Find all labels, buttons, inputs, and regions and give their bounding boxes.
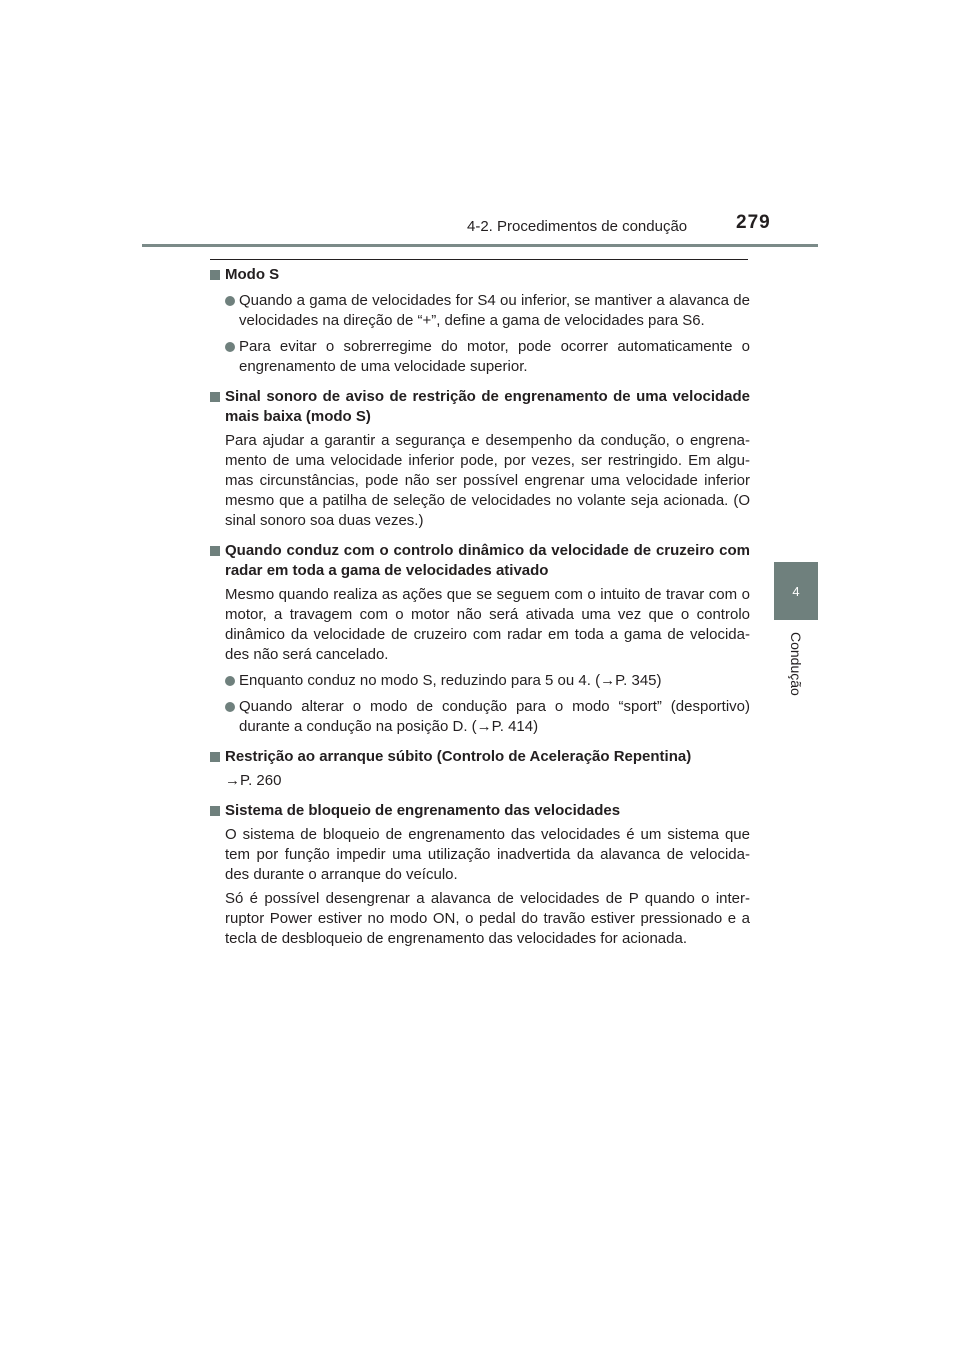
list-item-text: Quando alterar o modo de condução para o modo “sport” (desportivo) durante a condução na posição D. (→P. 414): [239, 698, 750, 735]
list-item-text: Para evitar o sobrerregime do motor, pode ocorrer automaticamente o engrenamento de uma velocidade superior.: [239, 338, 750, 375]
circle-bullet-icon: [225, 296, 235, 306]
heading-text: Modo S: [225, 266, 280, 283]
section-heading-arranque-subito: [210, 747, 750, 767]
section-heading-cruise-control: [210, 541, 750, 581]
square-bullet-icon: [210, 270, 220, 280]
section-title: 4-2. Procedimentos de condução: [467, 218, 688, 235]
list-item: [210, 337, 750, 377]
circle-bullet-icon: [225, 676, 235, 686]
page-content: [210, 265, 750, 949]
page-reference: →P. 260: [225, 772, 282, 789]
heading-text: Sistema de bloqueio de engrenamento das velocidades: [225, 802, 621, 819]
content-divider: [210, 259, 748, 260]
heading-text: Quando conduz com o controlo dinâmico da velocidade de cruzeiro com radar em toda a gama de velocidades ativado: [225, 542, 750, 579]
section-heading-bloqueio: [210, 801, 750, 821]
page-number: 279: [736, 212, 771, 233]
paragraph: Mesmo quando realiza as ações que se seguem com o intuito de travar com o motor, a travagem com o motor não será ativada uma vez que o controlo dinâmico da velocidade de cruzeiro com radar em toda a gama de velocida- des não será cancelado.: [225, 586, 750, 663]
paragraph: O sistema de bloqueio de engrenamento das velocidades é um sistema que tem por função impedir uma utilização inadvertida da alavanca de velocida- des durante o arranque do veículo.: [225, 826, 750, 883]
square-bullet-icon: [210, 806, 220, 816]
section-heading-modo-s: [210, 265, 750, 285]
paragraph: Só é possível desengrenar a alavanca de velocidades de P quando o inter- ruptor Power estiver no modo ON, o pedal do travão estiver pressionado e a tecla de desbloqueio de engrenamento das velocidades for acionada.: [225, 890, 750, 947]
square-bullet-icon: [210, 752, 220, 762]
heading-text: Restrição ao arranque súbito (Controlo de Aceleração Repentina): [225, 748, 692, 765]
section-heading-sinal-sonoro: [210, 387, 750, 427]
chapter-tab: [774, 562, 818, 620]
square-bullet-icon: [210, 392, 220, 402]
paragraph: Para ajudar a garantir a segurança e desempenho da condução, o engrena- mento de uma velocidade inferior pode, por vezes, ser restringido. Em algu- mas circunstâncias, pode não ser possível engrenar uma velocidade inferior mesmo que a patilha de seleção de velocidades no volante seja acionada. (O sinal sonoro soa duas vezes.): [225, 432, 750, 529]
list-item: [210, 697, 750, 737]
circle-bullet-icon: [225, 702, 235, 712]
list-item-text: Quando a gama de velocidades for S4 ou inferior, se mantiver a alavanca de velocidades na direção de “+”, define a gama de velocidades para S6.: [239, 292, 750, 329]
heading-text: Sinal sonoro de aviso de restrição de engrenamento de uma velocidade mais baixa (modo S): [225, 388, 750, 425]
chapter-title: Condução: [788, 632, 804, 696]
list-item-text: Enquanto conduz no modo S, reduzindo para 5 ou 4. (→P. 345): [239, 672, 662, 689]
list-item: [210, 291, 750, 331]
circle-bullet-icon: [225, 342, 235, 352]
chapter-number: 4: [792, 583, 800, 599]
header-divider: [142, 244, 818, 247]
list-item: [210, 671, 750, 691]
square-bullet-icon: [210, 546, 220, 556]
